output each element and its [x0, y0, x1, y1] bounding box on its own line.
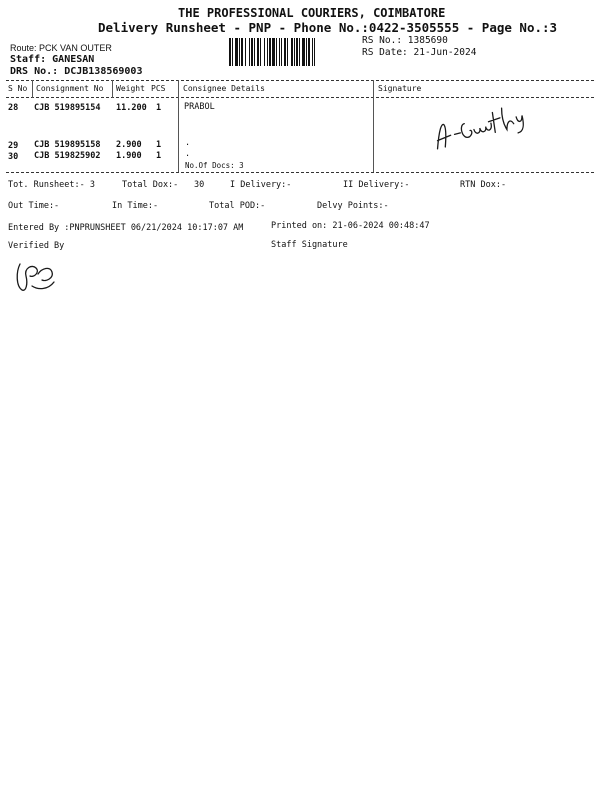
staff-label: Staff: [10, 54, 47, 65]
row-sno: 30 [8, 152, 19, 162]
row-consignee: . [185, 138, 191, 148]
rs-no-label: RS No.: [362, 35, 403, 46]
printed-on: Printed on: 21-06-2024 00:48:47 [271, 221, 430, 231]
drs-label: DRS No.: [10, 66, 59, 77]
row-sno: 28 [8, 103, 19, 113]
col-header-weight: Weight [116, 84, 145, 93]
delvy-points: Delvy Points:- [317, 201, 389, 211]
no-of-docs: No.Of Docs: 3 [185, 161, 244, 170]
verified-by: Verified By [8, 241, 65, 251]
table-top-rule [6, 80, 594, 81]
col-divider [32, 80, 33, 98]
staff-signature-label: Staff Signature [271, 240, 348, 250]
barcode-bar [315, 38, 317, 66]
rs-no-value: 1385690 [407, 35, 448, 46]
row-consignee: . [185, 149, 191, 159]
verifier-initials [12, 258, 62, 298]
signature-scribble [427, 98, 532, 155]
ii-delivery: II Delivery:- [343, 180, 410, 190]
row-pcs: 1 [156, 151, 162, 161]
total-dox-value: 30 [194, 180, 205, 190]
col-header-consignee: Consignee Details [183, 84, 265, 93]
rs-number-line [362, 35, 448, 46]
route-value: PCK VAN OUTER [39, 43, 112, 53]
route-label: Route: [10, 43, 37, 53]
table-header-rule [6, 97, 594, 98]
row-pcs: 1 [156, 103, 162, 113]
table-bottom-rule [6, 172, 594, 173]
row-consignment: CJB 519825902 [34, 151, 101, 161]
row-weight: 11.200 [116, 103, 147, 113]
receiver-signature [427, 98, 533, 159]
company-name: THE PROFESSIONAL COURIERS, COIMBATORE [178, 6, 446, 20]
rs-date-line [362, 47, 476, 58]
drs-line [10, 66, 142, 77]
row-sno: 29 [8, 141, 19, 151]
row-pcs: 1 [156, 140, 162, 150]
route-line [10, 43, 112, 53]
barcode [229, 38, 355, 66]
out-time: Out Time:- [8, 201, 60, 211]
col-divider [373, 80, 374, 172]
staff-value: GANESAN [52, 54, 95, 65]
col-divider [112, 80, 113, 98]
total-dox-label: Total Dox:- [122, 180, 179, 190]
row-consignee: PRABOL [184, 102, 215, 112]
row-weight: 1.900 [116, 151, 142, 161]
col-header-sno: S No [8, 84, 28, 93]
i-delivery: I Delivery:- [230, 180, 292, 190]
row-consignment: CJB 519895158 [34, 140, 101, 150]
col-divider [178, 80, 179, 172]
col-header-pcs: PCS [151, 84, 166, 93]
col-header-signature: Signature [378, 84, 422, 93]
in-time: In Time:- [112, 201, 159, 211]
entered-by: Entered By :PNPRUNSHEET 06/21/2024 10:17:07 AM [8, 223, 244, 233]
row-weight: 2.900 [116, 140, 142, 150]
runsheet-title: Delivery Runsheet - PNP - Phone No.:0422-3505555 - Page No.:3 [98, 20, 558, 35]
initials-scribble [12, 258, 62, 294]
staff-line [10, 54, 94, 65]
row-consignment: CJB 519895154 [34, 103, 101, 113]
drs-value: DCJB138569003 [64, 66, 143, 77]
col-header-consignment: Consignment No [36, 84, 104, 93]
total-pod: Total POD:- [209, 201, 266, 211]
rs-date-label: RS Date: [362, 47, 408, 58]
tot-runsheet: Tot. Runsheet:- 3 [8, 180, 95, 190]
rtn-dox: RTN Dox:- [460, 180, 507, 190]
rs-date-value: 21-Jun-2024 [413, 47, 477, 58]
